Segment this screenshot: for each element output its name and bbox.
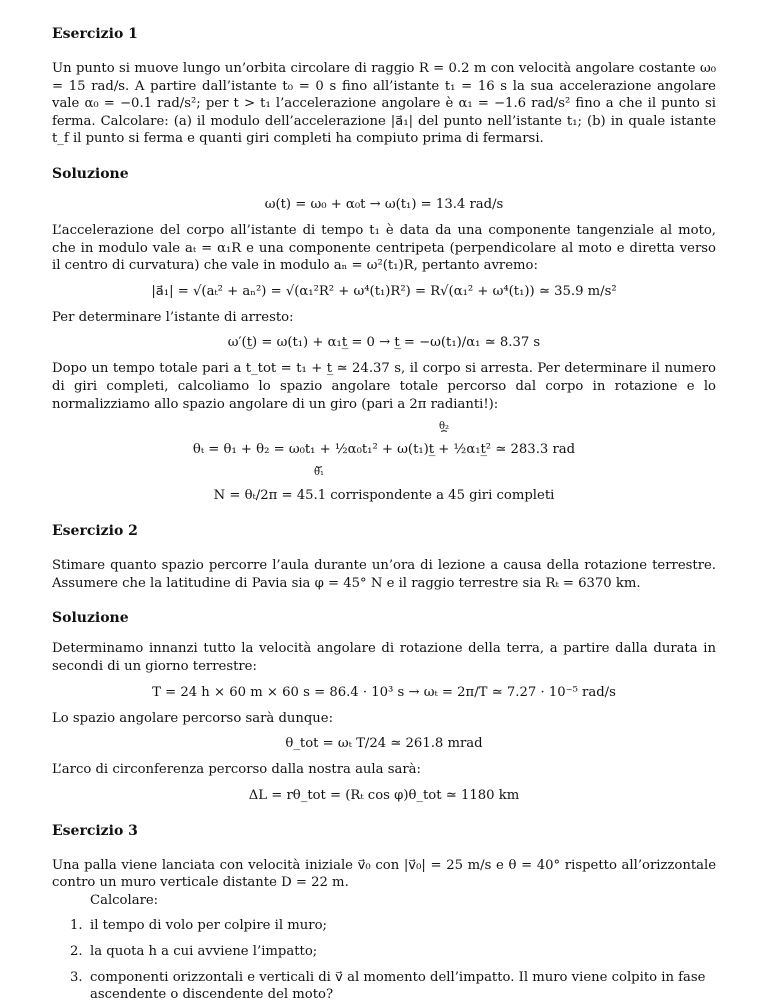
exercise-2-title: Esercizio 2 xyxy=(52,523,138,540)
exercise-1-solution-title: Soluzione xyxy=(52,165,129,182)
exercise-1-brace-label-bottom: θ₁ xyxy=(313,467,325,479)
document-page xyxy=(52,26,716,1004)
exercise-1-text: Un punto si muove lungo un’orbita circolare di raggio R = 0.2 m con velocità angolare costante ω₀ = 15 rad/s. A partire dall’istante t₀ = 0 s fino all’istante t₁ = 16 s la sua accelerazione angolare vale α₀ = −0.1 rad/s²; per t > t₁ l’accelerazione angolare è α₁ = −1.6 rad/s² fino a che il punto si ferma. Calcolare: (a) il modulo dell’accelerazione |a⃗₁| del punto nell’istante t₁; (b) in quale istante t_f il punto si ferma e quanti giri completi ha compiuto prima di fermarsi. xyxy=(52,61,716,147)
exercise-2-paragraph-arc: L’arco di circonferenza percorso dalla nostra aula sarà: xyxy=(52,762,421,778)
exercise-2-text: Stimare quanto spazio percorre l’aula durante un’ora di lezione a causa della rotazione terrestre. Assumere che la latitudine di Pavia sia φ = 45° N e il raggio terrestre sia Rₜ = 6370 km. xyxy=(52,558,716,591)
exercise-3-calc-label: Calcolare: xyxy=(90,892,159,908)
exercise-1-equation-acceleration: |a⃗₁| = √(aₜ² + aₙ²) = √(α₁²R² + ω⁴(t₁)R²) = R√(α₁² + ω⁴(t₁)) ≃ 35.9 m/s² xyxy=(151,283,617,299)
list-item: 1. il tempo di volo per colpire il muro; xyxy=(70,918,327,934)
exercise-1-paragraph-stop: Per determinare l’istante di arresto: xyxy=(52,309,294,325)
exercise-3-title: Esercizio 3 xyxy=(52,822,138,839)
exercise-3-text: Una palla viene lanciata con velocità iniziale v⃗₀ con |v⃗₀| = 25 m/s e θ = 40° rispetto all’orizzontale contro un muro verticale distante D = 22 m. xyxy=(52,857,716,891)
exercise-1-brace-label-top: θ₂ xyxy=(438,421,450,433)
exercise-2-paragraph-omega: Determinamo innanzi tutto la velocità angolare di rotazione della terra, a partire dalla durata in secondi di un giorno terrestre: xyxy=(52,641,716,674)
exercise-1-overbrace: ⏞ xyxy=(441,431,447,443)
exercise-2-equation-angle: θ_tot = ωₜ T/24 ≃ 261.8 mrad xyxy=(285,736,483,752)
list-item: 3. componenti orizzontali e verticali di v⃗ al momento dell’impatto. Il muro viene colpito in fase ascendente o discendente del moto? xyxy=(70,969,706,1003)
exercise-2-equation-arc: ΔL = rθ_tot = (Rₜ cos φ)θ_tot ≃ 1180 km xyxy=(248,787,520,803)
exercise-2-equation-period: T = 24 h × 60 m × 60 s = 86.4 · 10³ s → ωₜ = 2π/T ≃ 7.27 · 10⁻⁵ rad/s xyxy=(152,684,616,700)
exercise-2-paragraph-angle: Lo spazio angolare percorso sarà dunque: xyxy=(52,710,334,726)
exercise-1-equation-turns: N = θₜ/2π = 45.1 corrispondente a 45 giri completi xyxy=(213,488,555,504)
exercise-2-solution-title: Soluzione xyxy=(52,610,129,627)
list-item: 2. la quota h a cui avviene l’impatto; xyxy=(70,944,318,960)
exercise-3-task-list xyxy=(52,917,716,1003)
exercise-1-equation-omega: ω(t) = ω₀ + α₀t → ω(t₁) = 13.4 rad/s xyxy=(264,196,504,212)
exercise-1-equation-angle: θₜ = θ₁ + θ₂ = ω₀t₁ + ½α₀t₁² + ω(t₁)t̲ + ½α₁t̲² ≃ 283.3 rad xyxy=(192,442,576,458)
exercise-1-title: Esercizio 1 xyxy=(52,26,138,42)
exercise-1-paragraph-total: Dopo un tempo totale pari a t_tot = t₁ + t̲ ≃ 24.37 s, il corpo si arresta. Per determinare il numero di giri completi, calcoliamo lo spazio angolare totale percorso dal corpo in rotazione e lo normalizziamo allo spazio angolare di un giro (pari a 2π radianti!): xyxy=(52,361,716,412)
exercise-1-equation-stop-time: ω′(t̲) = ω(t₁) + α₁t̲ = 0 → t̲ = −ω(t₁)/α₁ ≃ 8.37 s xyxy=(227,335,541,351)
exercise-1-underbrace: ⏟ xyxy=(316,457,322,469)
exercise-1-paragraph-acceleration: L’accelerazione del corpo all’istante di tempo t₁ è data da una componente tangenziale al moto, che in modulo vale aₜ = α₁R e una componente centripeta (perpendicolare al moto e diretta verso il centro di curvatura) che vale in modulo aₙ = ω²(t₁)R, pertanto avremo: xyxy=(52,222,716,274)
